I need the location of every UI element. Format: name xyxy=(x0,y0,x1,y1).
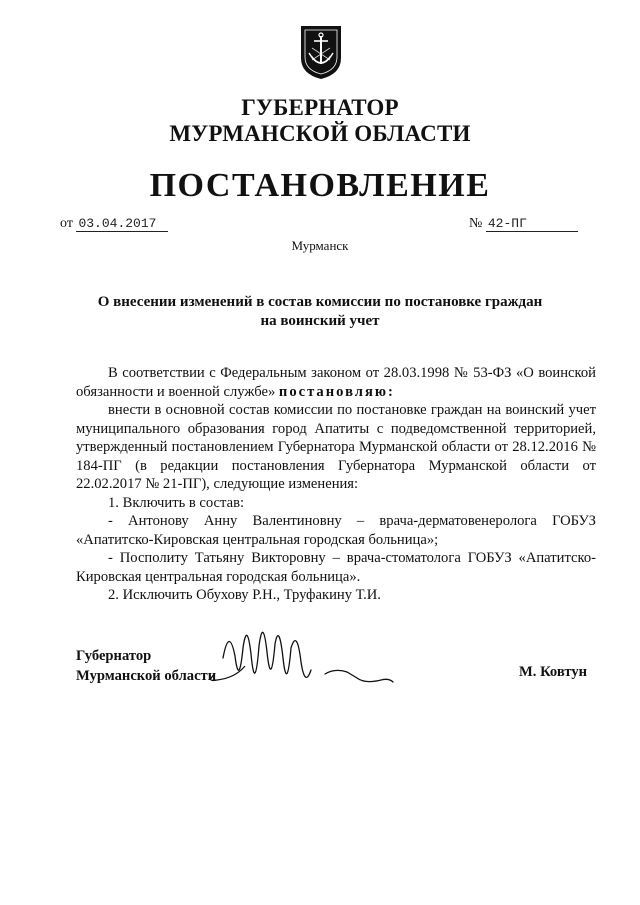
number-prefix: № xyxy=(469,216,483,231)
intro-paragraph: внести в основной состав комиссии по постановке граждан на воинский учет муниципального образования город Апатиты с подведомственной территорией, утвержденный постановлением Губернатора Мурманской области от 28.12.2016 № 184-ПГ (в редакции постановления Губернатора Мурманской области от 22.02.2017 № 21-ПГ), следующие изменения: xyxy=(76,402,596,492)
item1b-paragraph: - Посполиту Татьяну Викторовну – врача-стоматолога ГОБУЗ «Апатитско-Кировская центральная городская больница». xyxy=(76,550,596,585)
number-field xyxy=(469,216,578,232)
document-body xyxy=(76,364,596,605)
position-line1: Губернатор xyxy=(76,648,152,664)
document-subject xyxy=(90,293,550,331)
preamble-paragraph xyxy=(76,364,596,401)
item1a-paragraph: - Антонову Анну Валентиновну – врача-дерматовенеролога ГОБУЗ «Апатитско-Кировская центральная городская больница»; xyxy=(76,513,596,548)
decree-word: постановляю: xyxy=(278,383,395,400)
document-type: ПОСТАНОВЛЕНИЕ xyxy=(149,167,491,204)
item1-paragraph: 1. Включить в состав: xyxy=(108,494,245,511)
city: Мурманск xyxy=(291,238,349,253)
signatory-position xyxy=(76,646,216,686)
item2-paragraph: 2. Исключить Обухову Р.Н., Труфакину Т.И. xyxy=(108,587,381,603)
position-line2: Мурманской области xyxy=(76,668,217,684)
governor-title-line2: МУРМАНСКОЙ ОБЛАСТИ xyxy=(169,121,471,146)
date-value: 03.04.2017 xyxy=(76,217,168,232)
subject-line2: на воинский учет xyxy=(260,313,380,329)
subject-line1: О внесении изменений в состав комиссии по постановке граждан xyxy=(97,294,543,310)
governor-title-line1: ГУБЕРНАТОР xyxy=(241,95,399,120)
murmansk-coat-of-arms-icon xyxy=(299,24,343,80)
number-value: 42-ПГ xyxy=(486,217,578,232)
date-field xyxy=(60,216,168,232)
date-prefix: от xyxy=(60,216,73,231)
signatory-name: М. Ковтун xyxy=(519,664,588,680)
preamble-text: В соответствии с Федеральным законом от 28.03.1998 № 53-ФЗ «О воинской обязанности и военной службе» xyxy=(76,365,596,400)
handwritten-signature xyxy=(205,618,405,708)
